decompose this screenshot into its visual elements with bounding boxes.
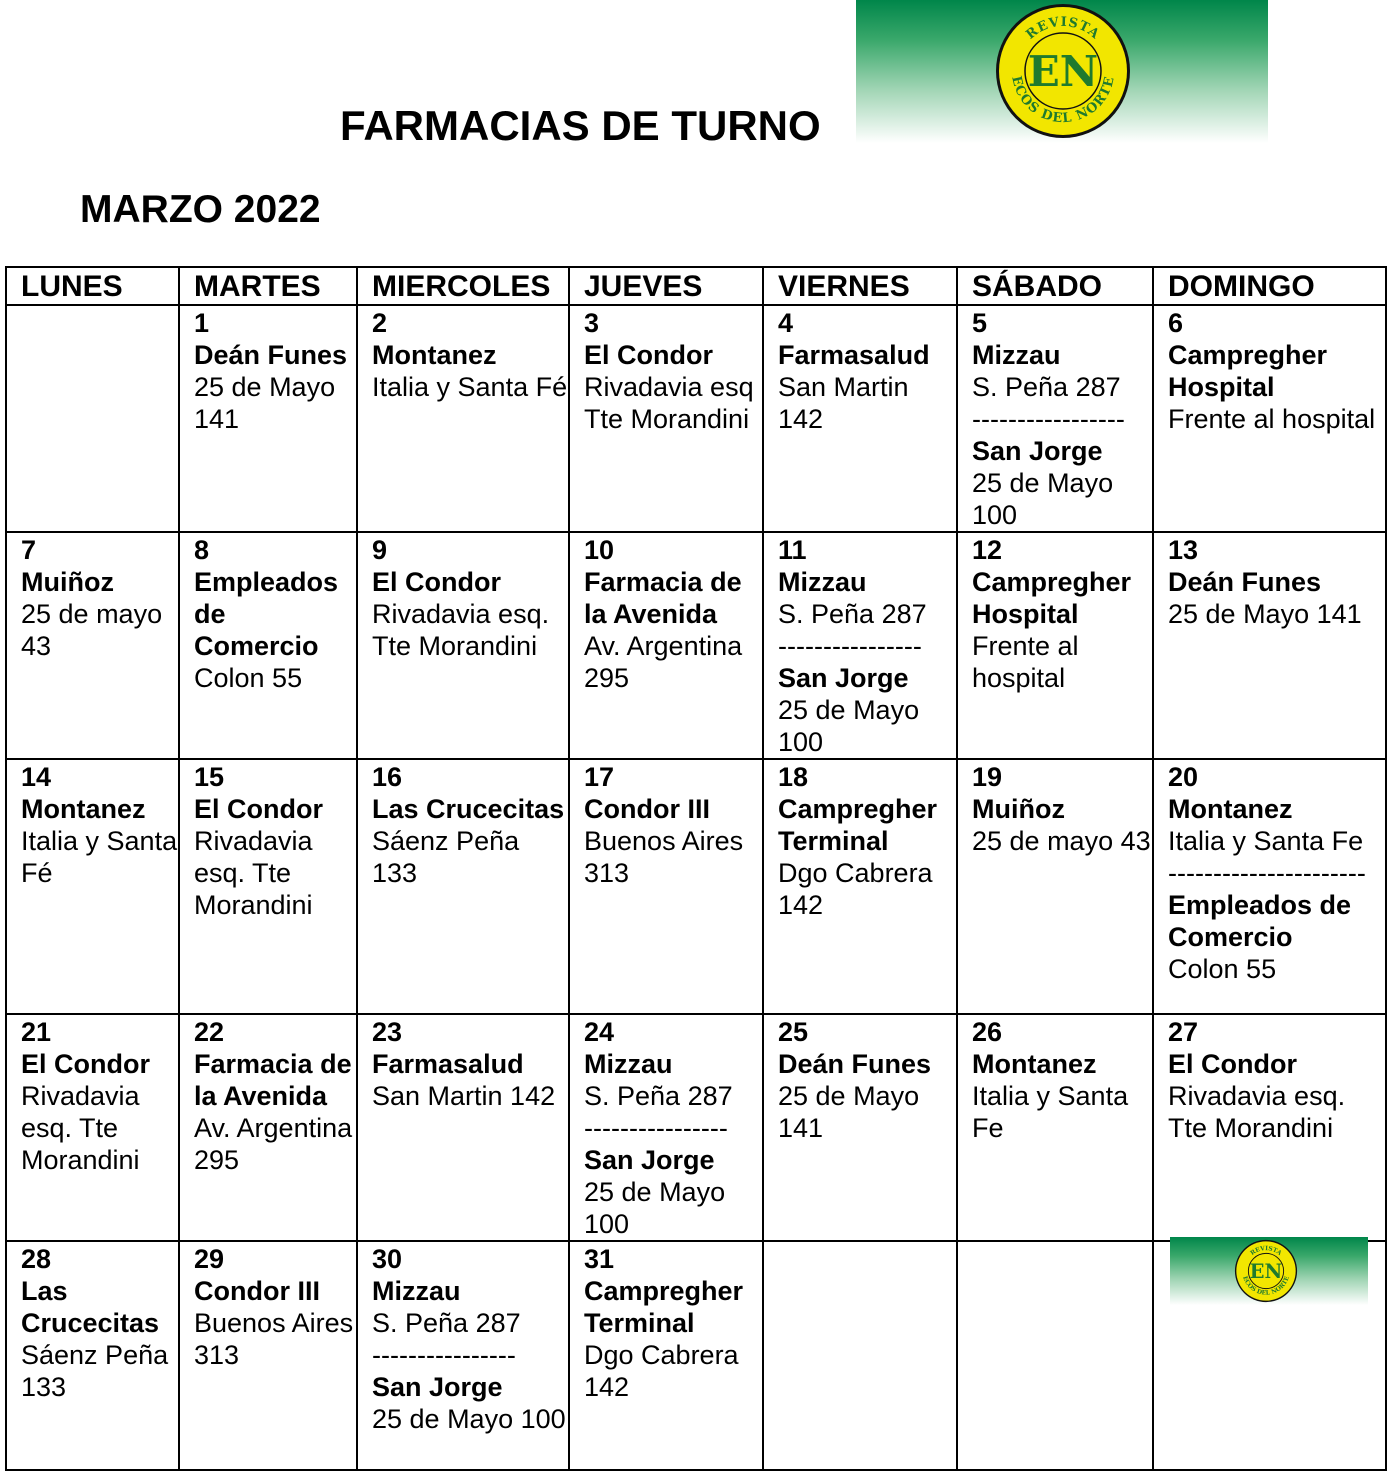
pharmacy-name: Campregher Hospital	[972, 567, 1132, 629]
day-cell	[957, 759, 1153, 1014]
svg-text:REVISTA: REVISTA	[1023, 14, 1103, 43]
day-cell-content	[778, 760, 956, 921]
page-title: FARMACIAS DE TURNO	[340, 102, 821, 149]
pharmacy-address: Rivadavia esq. Tte Morandini	[1168, 1081, 1346, 1143]
day-cell	[569, 305, 763, 532]
day-cell	[763, 759, 957, 1014]
footer-logo-banner	[1170, 1237, 1368, 1305]
pharmacy-name: Campregher Terminal	[584, 1276, 744, 1338]
day-cell-content	[972, 306, 1152, 531]
day-cell-content	[372, 533, 568, 662]
day-cell-content	[194, 1015, 356, 1176]
pharmacy-name: El Condor	[194, 794, 323, 824]
pharmacy-name: Mizzau	[972, 340, 1061, 370]
day-cell	[6, 1241, 179, 1470]
pharmacy-name: San Jorge	[372, 1372, 503, 1402]
pharmacy-address: Italia y Santa Fe	[972, 1081, 1129, 1143]
pharmacy-name: Montanez	[372, 340, 497, 370]
day-number: 12	[972, 535, 1003, 565]
day-number: 14	[21, 762, 52, 792]
day-number: 15	[194, 762, 225, 792]
header-logo-banner	[856, 0, 1268, 143]
pharmacy-name: Muiñoz	[972, 794, 1065, 824]
day-number: 30	[372, 1244, 403, 1274]
day-number: 28	[21, 1244, 52, 1274]
pharmacy-address: S. Peña 287	[972, 372, 1121, 402]
svg-text:EN: EN	[1027, 47, 1099, 96]
day-cell	[957, 1014, 1153, 1241]
day-number: 9	[372, 535, 388, 565]
day-number: 6	[1168, 308, 1184, 338]
day-cell-content	[372, 1015, 568, 1112]
pharmacy-address: 25 de Mayo 100	[584, 1177, 726, 1239]
day-number: 4	[778, 308, 794, 338]
day-cell-content	[972, 1015, 1152, 1144]
day-number: 25	[778, 1017, 809, 1047]
day-cell-content	[972, 760, 1152, 857]
day-number: 13	[1168, 535, 1199, 565]
day-cell	[957, 532, 1153, 759]
pharmacy-name: Campregher Hospital	[1168, 340, 1328, 402]
day-cell	[357, 1014, 569, 1241]
day-cell-content	[778, 533, 956, 758]
weekday-header-row	[6, 267, 1386, 305]
month-subtitle: MARZO 2022	[80, 188, 321, 231]
pharmacy-address: S. Peña 287	[584, 1081, 733, 1111]
pharmacy-address: San Martin 142	[372, 1081, 556, 1111]
revista-logo-small	[1234, 1239, 1298, 1303]
day-number: 2	[372, 308, 388, 338]
weekday-monday: LUNES	[6, 267, 179, 305]
pharmacy-name: Deán Funes	[1168, 567, 1322, 597]
pharmacy-address: Rivadavia esq Tte Morandini	[584, 372, 754, 434]
day-cell-content	[584, 306, 762, 435]
svg-text:REVISTA: REVISTA	[1249, 1245, 1283, 1257]
day-cell-content	[584, 1015, 762, 1240]
day-cell	[6, 532, 179, 759]
pharmacy-name: San Jorge	[972, 436, 1103, 466]
day-cell	[357, 1241, 569, 1470]
pharmacy-address: S. Peña 287	[372, 1308, 521, 1338]
day-cell-content	[372, 306, 568, 403]
day-cell-content	[1168, 760, 1385, 985]
day-number: 8	[194, 535, 210, 565]
day-cell	[179, 305, 357, 532]
day-cell	[179, 1014, 357, 1241]
day-cell-content	[778, 306, 956, 435]
day-number: 21	[21, 1017, 52, 1047]
day-cell	[1153, 305, 1386, 532]
pharmacy-address: Italia y Santa Fe	[1168, 826, 1364, 856]
pharmacy-address: 25 de Mayo 100	[778, 695, 920, 757]
day-number: 17	[584, 762, 615, 792]
day-cell-content	[372, 760, 568, 889]
pharmacy-address: Rivadavia esq. Tte Morandini	[372, 599, 550, 661]
svg-text:ECOS DEL NORTE: ECOS DEL NORTE	[1241, 1275, 1291, 1297]
day-cell-content	[584, 533, 762, 694]
svg-text:EN: EN	[1249, 1259, 1283, 1283]
day-cell-content	[21, 533, 178, 662]
day-number: 18	[778, 762, 809, 792]
pharmacy-address: Dgo Cabrera 142	[584, 1340, 739, 1402]
weekday-friday: VIERNES	[763, 267, 957, 305]
pharmacy-address: Dgo Cabrera 142	[778, 858, 933, 920]
day-cell	[763, 1014, 957, 1241]
day-number: 1	[194, 308, 210, 338]
pharmacy-name: Empleados de Comercio	[194, 567, 339, 661]
day-number: 3	[584, 308, 600, 338]
day-cell-content	[194, 533, 356, 694]
day-cell	[569, 532, 763, 759]
day-cell	[179, 1241, 357, 1470]
day-number: 27	[1168, 1017, 1199, 1047]
pharmacy-name: Mizzau	[778, 567, 867, 597]
day-number: 20	[1168, 762, 1199, 792]
day-cell	[1153, 1014, 1386, 1241]
day-number: 11	[778, 535, 807, 565]
pharmacy-name: Las Crucecitas	[21, 1276, 160, 1338]
pharmacy-name: Empleados de Comercio	[1168, 890, 1352, 952]
entry-separator: ----------------	[372, 1340, 516, 1370]
day-cell-content	[1168, 306, 1385, 435]
day-cell-content	[584, 1242, 762, 1403]
day-cell-content	[778, 1242, 956, 1243]
pharmacy-address: Sáenz Peña 133	[372, 826, 520, 888]
day-cell-content	[21, 1015, 178, 1176]
day-number: 7	[21, 535, 37, 565]
weekday-wednesday: MIERCOLES	[357, 267, 569, 305]
day-cell-content	[372, 1242, 568, 1435]
day-cell	[357, 305, 569, 532]
weekday-tuesday: MARTES	[179, 267, 357, 305]
day-cell	[957, 305, 1153, 532]
pharmacy-address: Frente al hospital	[972, 631, 1079, 693]
pharmacy-address: 25 de mayo 43	[21, 599, 163, 661]
revista-logo	[994, 2, 1132, 140]
week-row	[6, 759, 1386, 1014]
day-number: 31	[584, 1244, 615, 1274]
day-cell-content	[21, 1242, 178, 1403]
day-cell	[179, 759, 357, 1014]
day-cell-content	[1168, 1015, 1385, 1144]
day-cell	[569, 1241, 763, 1470]
pharmacy-name: Deán Funes	[194, 340, 348, 370]
pharmacy-address: Frente al hospital	[1168, 404, 1376, 434]
pharmacy-address: Buenos Aires 313	[584, 826, 744, 888]
day-number: 19	[972, 762, 1003, 792]
pharmacy-name: Farmasalud	[372, 1049, 524, 1079]
pharmacy-name: El Condor	[1168, 1049, 1297, 1079]
day-number: 26	[972, 1017, 1003, 1047]
pharmacy-address: 25 de Mayo 141	[194, 372, 336, 434]
day-cell	[763, 305, 957, 532]
day-cell-content	[972, 533, 1152, 694]
day-cell-content	[194, 1242, 356, 1371]
day-number: 16	[372, 762, 403, 792]
entry-separator: ----------------------	[1168, 858, 1366, 888]
pharmacy-address: 25 de Mayo 141	[778, 1081, 920, 1143]
pharmacy-name: Montanez	[972, 1049, 1097, 1079]
day-cell-content	[584, 760, 762, 889]
entry-separator: ----------------	[584, 1113, 728, 1143]
empty-day-cell	[6, 305, 179, 532]
pharmacy-name: Campregher Terminal	[778, 794, 938, 856]
pharmacy-name: El Condor	[21, 1049, 150, 1079]
week-row	[6, 1014, 1386, 1241]
day-cell	[6, 759, 179, 1014]
pharmacy-address: S. Peña 287	[778, 599, 927, 629]
pharmacy-address: Colon 55	[194, 663, 303, 693]
pharmacy-address: Italia y Santa Fé	[372, 372, 568, 402]
day-cell	[1153, 532, 1386, 759]
pharmacy-address: Av. Argentina 295	[584, 631, 743, 693]
day-cell	[763, 532, 957, 759]
pharmacy-address: Av. Argentina 295	[194, 1113, 353, 1175]
pharmacy-address: 25 de Mayo 100	[972, 468, 1114, 530]
week-row	[6, 532, 1386, 759]
pharmacy-name: Montanez	[1168, 794, 1293, 824]
pharmacy-address: 25 de Mayo 141	[1168, 599, 1362, 629]
day-cell	[569, 1014, 763, 1241]
pharmacy-name: Las Crucecitas	[372, 794, 565, 824]
pharmacy-address: Buenos Aires 313	[194, 1308, 354, 1370]
pharmacy-name: Montanez	[21, 794, 146, 824]
pharmacy-address: Sáenz Peña 133	[21, 1340, 169, 1402]
day-cell	[6, 1014, 179, 1241]
day-cell-content	[1168, 533, 1385, 630]
svg-text:ECOS DEL NORTE: ECOS DEL NORTE	[1008, 74, 1118, 127]
pharmacy-name: Farmacia de la Avenida	[584, 567, 742, 629]
weekday-saturday: SÁBADO	[957, 267, 1153, 305]
pharmacy-address: Colon 55	[1168, 954, 1277, 984]
pharmacy-address: 25 de mayo 43	[972, 826, 1151, 856]
pharmacy-name: El Condor	[584, 340, 713, 370]
day-number: 29	[194, 1244, 225, 1274]
day-cell	[357, 532, 569, 759]
day-number: 24	[584, 1017, 615, 1047]
week-row	[6, 305, 1386, 532]
pharmacy-address: Rivadavia esq. Tte Morandini	[21, 1081, 140, 1175]
pharmacy-name: San Jorge	[778, 663, 909, 693]
pharmacy-name: Mizzau	[584, 1049, 673, 1079]
day-cell-content	[21, 306, 178, 307]
entry-separator: -----------------	[972, 404, 1125, 434]
day-number: 10	[584, 535, 615, 565]
pharmacy-address: 25 de Mayo 100	[372, 1404, 566, 1434]
day-cell-content	[778, 1015, 956, 1144]
day-cell	[1153, 759, 1386, 1014]
day-cell	[569, 759, 763, 1014]
day-cell	[179, 532, 357, 759]
pharmacy-address: Rivadavia esq. Tte Morandini	[194, 826, 313, 920]
pharmacy-name: Deán Funes	[778, 1049, 932, 1079]
day-cell	[357, 759, 569, 1014]
pharmacy-name: Farmasalud	[778, 340, 930, 370]
day-number: 5	[972, 308, 988, 338]
day-number: 23	[372, 1017, 403, 1047]
day-cell-content	[194, 306, 356, 435]
entry-separator: ----------------	[778, 631, 922, 661]
day-number: 22	[194, 1017, 225, 1047]
pharmacy-address: San Martin 142	[778, 372, 909, 434]
pharmacy-name: El Condor	[372, 567, 501, 597]
pharmacy-name: Mizzau	[372, 1276, 461, 1306]
day-cell-content	[972, 1242, 1152, 1243]
pharmacy-name: San Jorge	[584, 1145, 715, 1175]
pharmacy-name: Farmacia de la Avenida	[194, 1049, 352, 1111]
day-cell-content	[21, 760, 178, 889]
weekday-thursday: JUEVES	[569, 267, 763, 305]
pharmacy-name: Muiñoz	[21, 567, 114, 597]
pharmacy-address: Italia y Santa Fé	[21, 826, 178, 888]
pharmacy-name: Condor III	[584, 794, 710, 824]
weekday-sunday: DOMINGO	[1153, 267, 1386, 305]
day-cell-content	[194, 760, 356, 921]
empty-day-cell	[763, 1241, 957, 1470]
pharmacy-name: Condor III	[194, 1276, 320, 1306]
empty-day-cell	[957, 1241, 1153, 1470]
